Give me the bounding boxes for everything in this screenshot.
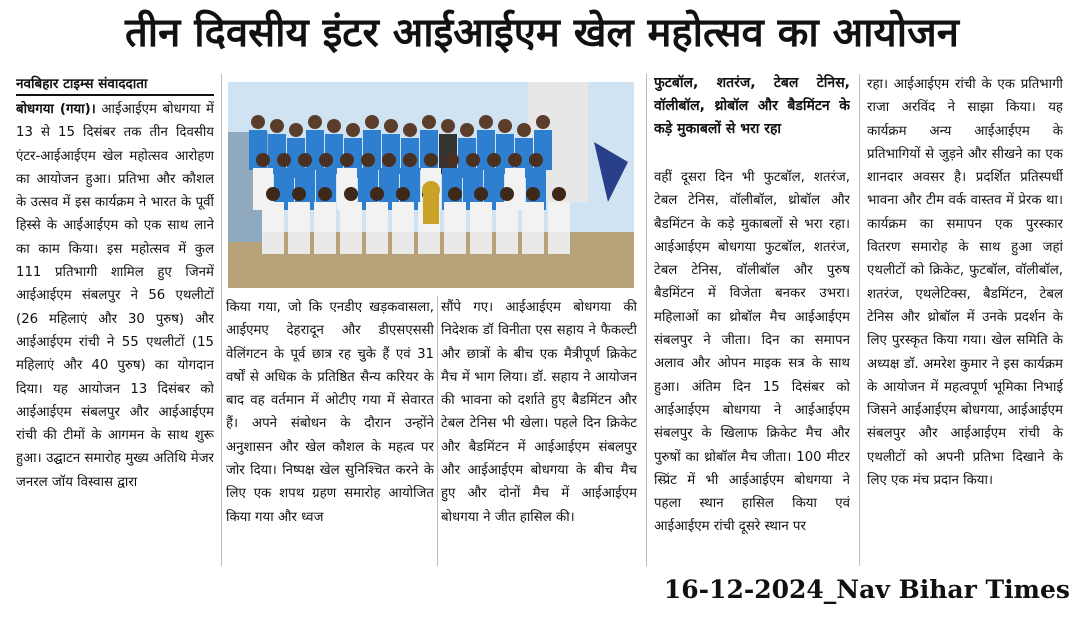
photo-head [396, 187, 410, 201]
subheading: फुटबॉल, शतरंज, टेबल टेनिस, वॉलीबॉल, थ्रोबॉल और बैडमिंटन के कड़े मुकाबलों से भरा रहा [654, 75, 850, 137]
photo-head [500, 187, 514, 201]
photo-head [289, 123, 303, 137]
photo-legs [288, 232, 310, 254]
photo-head [298, 153, 312, 167]
photo-head [251, 115, 265, 129]
article-column-5: रहा। आईआईएम रांची के एक प्रतिभागी राजा अरविंद ने साझा किया। यह कार्यक्रम अन्य आईआईएम के प्रतिभागियों से जुड़ने और सीखने का एक शानदार अवसर है। प्रदर्शित प्रतिस्पर्धी भावना और टीम वर्क वास्तव में प्रेरक था। कार्यक्रम का समापन एक पुरस्कार वितरण समारोह के साथ हुआ जहां एथलीटों को क्रिकेट, फुटबॉल, वॉलीबॉल, शतरंज, एथलेटिक्स, बैडमिंटन, टेबल टेनिस और थ्रोबॉल में उनके प्रदर्शन के लिए पुरस्कृत किया गया। खेल समिति के अध्यक्ष डॉ. अमरेश कुमार ने इस कार्यक्रम के आयोजन में महत्वपूर्ण भूमिका निभाई जिसने आईआईएम बोधगया, आईआईएम संबलपुर और आईआईएम रांची के एथलीटों को अपनी प्रतिभा दिखाने के लिए एक मंच प्रदान किया। [867, 77, 1063, 489]
column-1-text: आईआईएम बोधगया में 13 से 15 दिसंबर तक तीन दिवसीय एंटर-आईआईएम खेल महोत्सव आरोहण का आयोजन हुआ। प्रतिभा और कौशल के उत्सव में इस कार्यक्रम ने भारत के पूर्वी हिस्से के आईआईएम को एक साथ लाने का काम किया। इस महोत्सव में कुल 111 प्रतिभागी शामिल हुए जिनमें आईआईएम संबलपुर ने 56 एथलीटों (26 महिलाएं और 30 पुरुष) और आईआईएम रांची ने 55 एथलीटों (15 महिलाएं और 40 पुरुष) का योगदान दिया। यह आयोजन 13 दिसंबर को आईआईएम संबलपुर और आईआईएम रांची की टीमों के आगमन के साथ शुरू हुआ। उद्घाटन समारोह मुख्य अतिथि मेजर जनरल जॉय विस्वास द्वारा [16, 102, 214, 490]
photo-head [382, 153, 396, 167]
column-divider [221, 74, 222, 566]
photo-person-front [470, 202, 492, 232]
photo-legs [262, 232, 284, 254]
photo-head [340, 153, 354, 167]
photo-head [422, 115, 436, 129]
photo-head [384, 119, 398, 133]
photo-head [529, 153, 543, 167]
dateline-lead: बोधगया (गया)। [16, 102, 96, 117]
photo-person-front [496, 202, 518, 232]
photo-head [448, 187, 462, 201]
photo-head [318, 187, 332, 201]
photo-head [403, 123, 417, 137]
column-divider [859, 74, 860, 566]
photo-head [466, 153, 480, 167]
photo-person-front [288, 202, 310, 232]
photo-legs [340, 232, 362, 254]
team-photo [228, 82, 634, 288]
photo-head [498, 119, 512, 133]
photo-legs [444, 232, 466, 254]
photo-head [487, 153, 501, 167]
photo-head [536, 115, 550, 129]
photo-head [474, 187, 488, 201]
photo-person-front [522, 202, 544, 232]
photo-legs [366, 232, 388, 254]
photo-legs [418, 232, 440, 254]
photo-head [308, 115, 322, 129]
photo-head [517, 123, 531, 137]
photo-head [460, 123, 474, 137]
photo-head [346, 123, 360, 137]
photo-head [365, 115, 379, 129]
column-divider [646, 74, 647, 566]
photo-person-front [262, 202, 284, 232]
publication-date: 16-12-2024_Nav Bihar Times [663, 575, 1070, 604]
article-column-3: सौंपे गए। आईआईएम बोधगया की निदेशक डॉ विनीता एस सहाय ने फैकल्टी और छात्रों के बीच एक मैत्रीपूर्ण क्रिकेट मैच में भाग लिया। डॉ. सहाय ने आयोजन की भावना को दर्शाते हुए बैडमिंटन और टेबल टेनिस भी खेला। पहले दिन क्रिकेट और बैडमिंटन में आईआईएम संबलपुर और आईआईएम बोधगया के बीच मैच हुए और दोनों मैच में आईआईएम बोधगया ने जीत हासिल की। [441, 300, 637, 525]
photo-person-front [366, 202, 388, 232]
photo-legs [496, 232, 518, 254]
photo-head [270, 119, 284, 133]
photo-head [266, 187, 280, 201]
article-column-4: वहीं दूसरा दिन भी फुटबॉल, शतरंज, टेबल टेनिस, वॉलीबॉल, थ्रोबॉल और बैडमिंटन के कड़े मुकाबलों से भरा रहा। आईआईएम बोधगया फुटबॉल, शतरंज, टेबल टेनिस, वॉलीबॉल और पुरुष बैडमिंटन में विजेता बनकर उभरा। महिलाओं का थ्रोबॉल मैच आईआईएम संबलपुर ने जीता। दिन का समापन अलाव और ओपन माइक सत्र के साथ हुआ। अंतिम दिन 15 दिसंबर को आईआईएम बोधगया ने आईआईएम संबलपुर के खिलाफ क्रिकेट मैच और पुरुषों का थ्रोबॉल मैच जीता। 100 मीटर स्प्रिंट में भी आईआईएम बोधगया ने पहला स्थान हासिल किया एवं आईआईएम रांची दूसरे स्थान पर [654, 170, 850, 535]
photo-head [327, 119, 341, 133]
photo-trophy-cup [422, 181, 440, 199]
photo-person-front [444, 202, 466, 232]
photo-head [403, 153, 417, 167]
photo-head [319, 153, 333, 167]
photo-head [424, 153, 438, 167]
photo-legs [392, 232, 414, 254]
photo-legs [522, 232, 544, 254]
byline: नवबिहार टाइम्स संवाददाता [16, 74, 214, 96]
photo-head [344, 187, 358, 201]
photo-head [370, 187, 384, 201]
photo-head [277, 153, 291, 167]
photo-person-front [548, 202, 570, 232]
photo-head [445, 153, 459, 167]
photo-person-front [340, 202, 362, 232]
photo-head [256, 153, 270, 167]
article-column-2: किया गया, जो कि एनडीए खड़कवासला, आईएमए देहरादून और डीएसएससी वेलिंगटन के पूर्व छात्र रह चुके हैं एवं 31 वर्षों से अधिक के प्रतिष्ठित सैन्य करियर के बाद वह वर्तमान में ओटीए गया में सेवारत हैं। अपने संबोधन के दौरान उन्होंने अनुशासन और खेल कौशल के महत्व पर जोर दिया। निष्पक्ष खेल सुनिश्चित करने के लिए एक शपथ ग्रहण समारोह आयोजित किया गया और ध्वज [226, 300, 434, 525]
headline: तीन दिवसीय इंटर आईआईएम खेल महोत्सव का आयोजन [125, 10, 959, 56]
photo-head [526, 187, 540, 201]
photo-head [552, 187, 566, 201]
photo-person-front [314, 202, 336, 232]
column-divider [437, 296, 438, 566]
photo-head [361, 153, 375, 167]
article-column-1 [16, 98, 214, 566]
photo-head [479, 115, 493, 129]
photo-head [292, 187, 306, 201]
team-photo-illustration [228, 82, 634, 288]
photo-head [441, 119, 455, 133]
photo-legs [470, 232, 492, 254]
photo-legs [548, 232, 570, 254]
photo-person-front [392, 202, 414, 232]
photo-legs [314, 232, 336, 254]
photo-head [508, 153, 522, 167]
